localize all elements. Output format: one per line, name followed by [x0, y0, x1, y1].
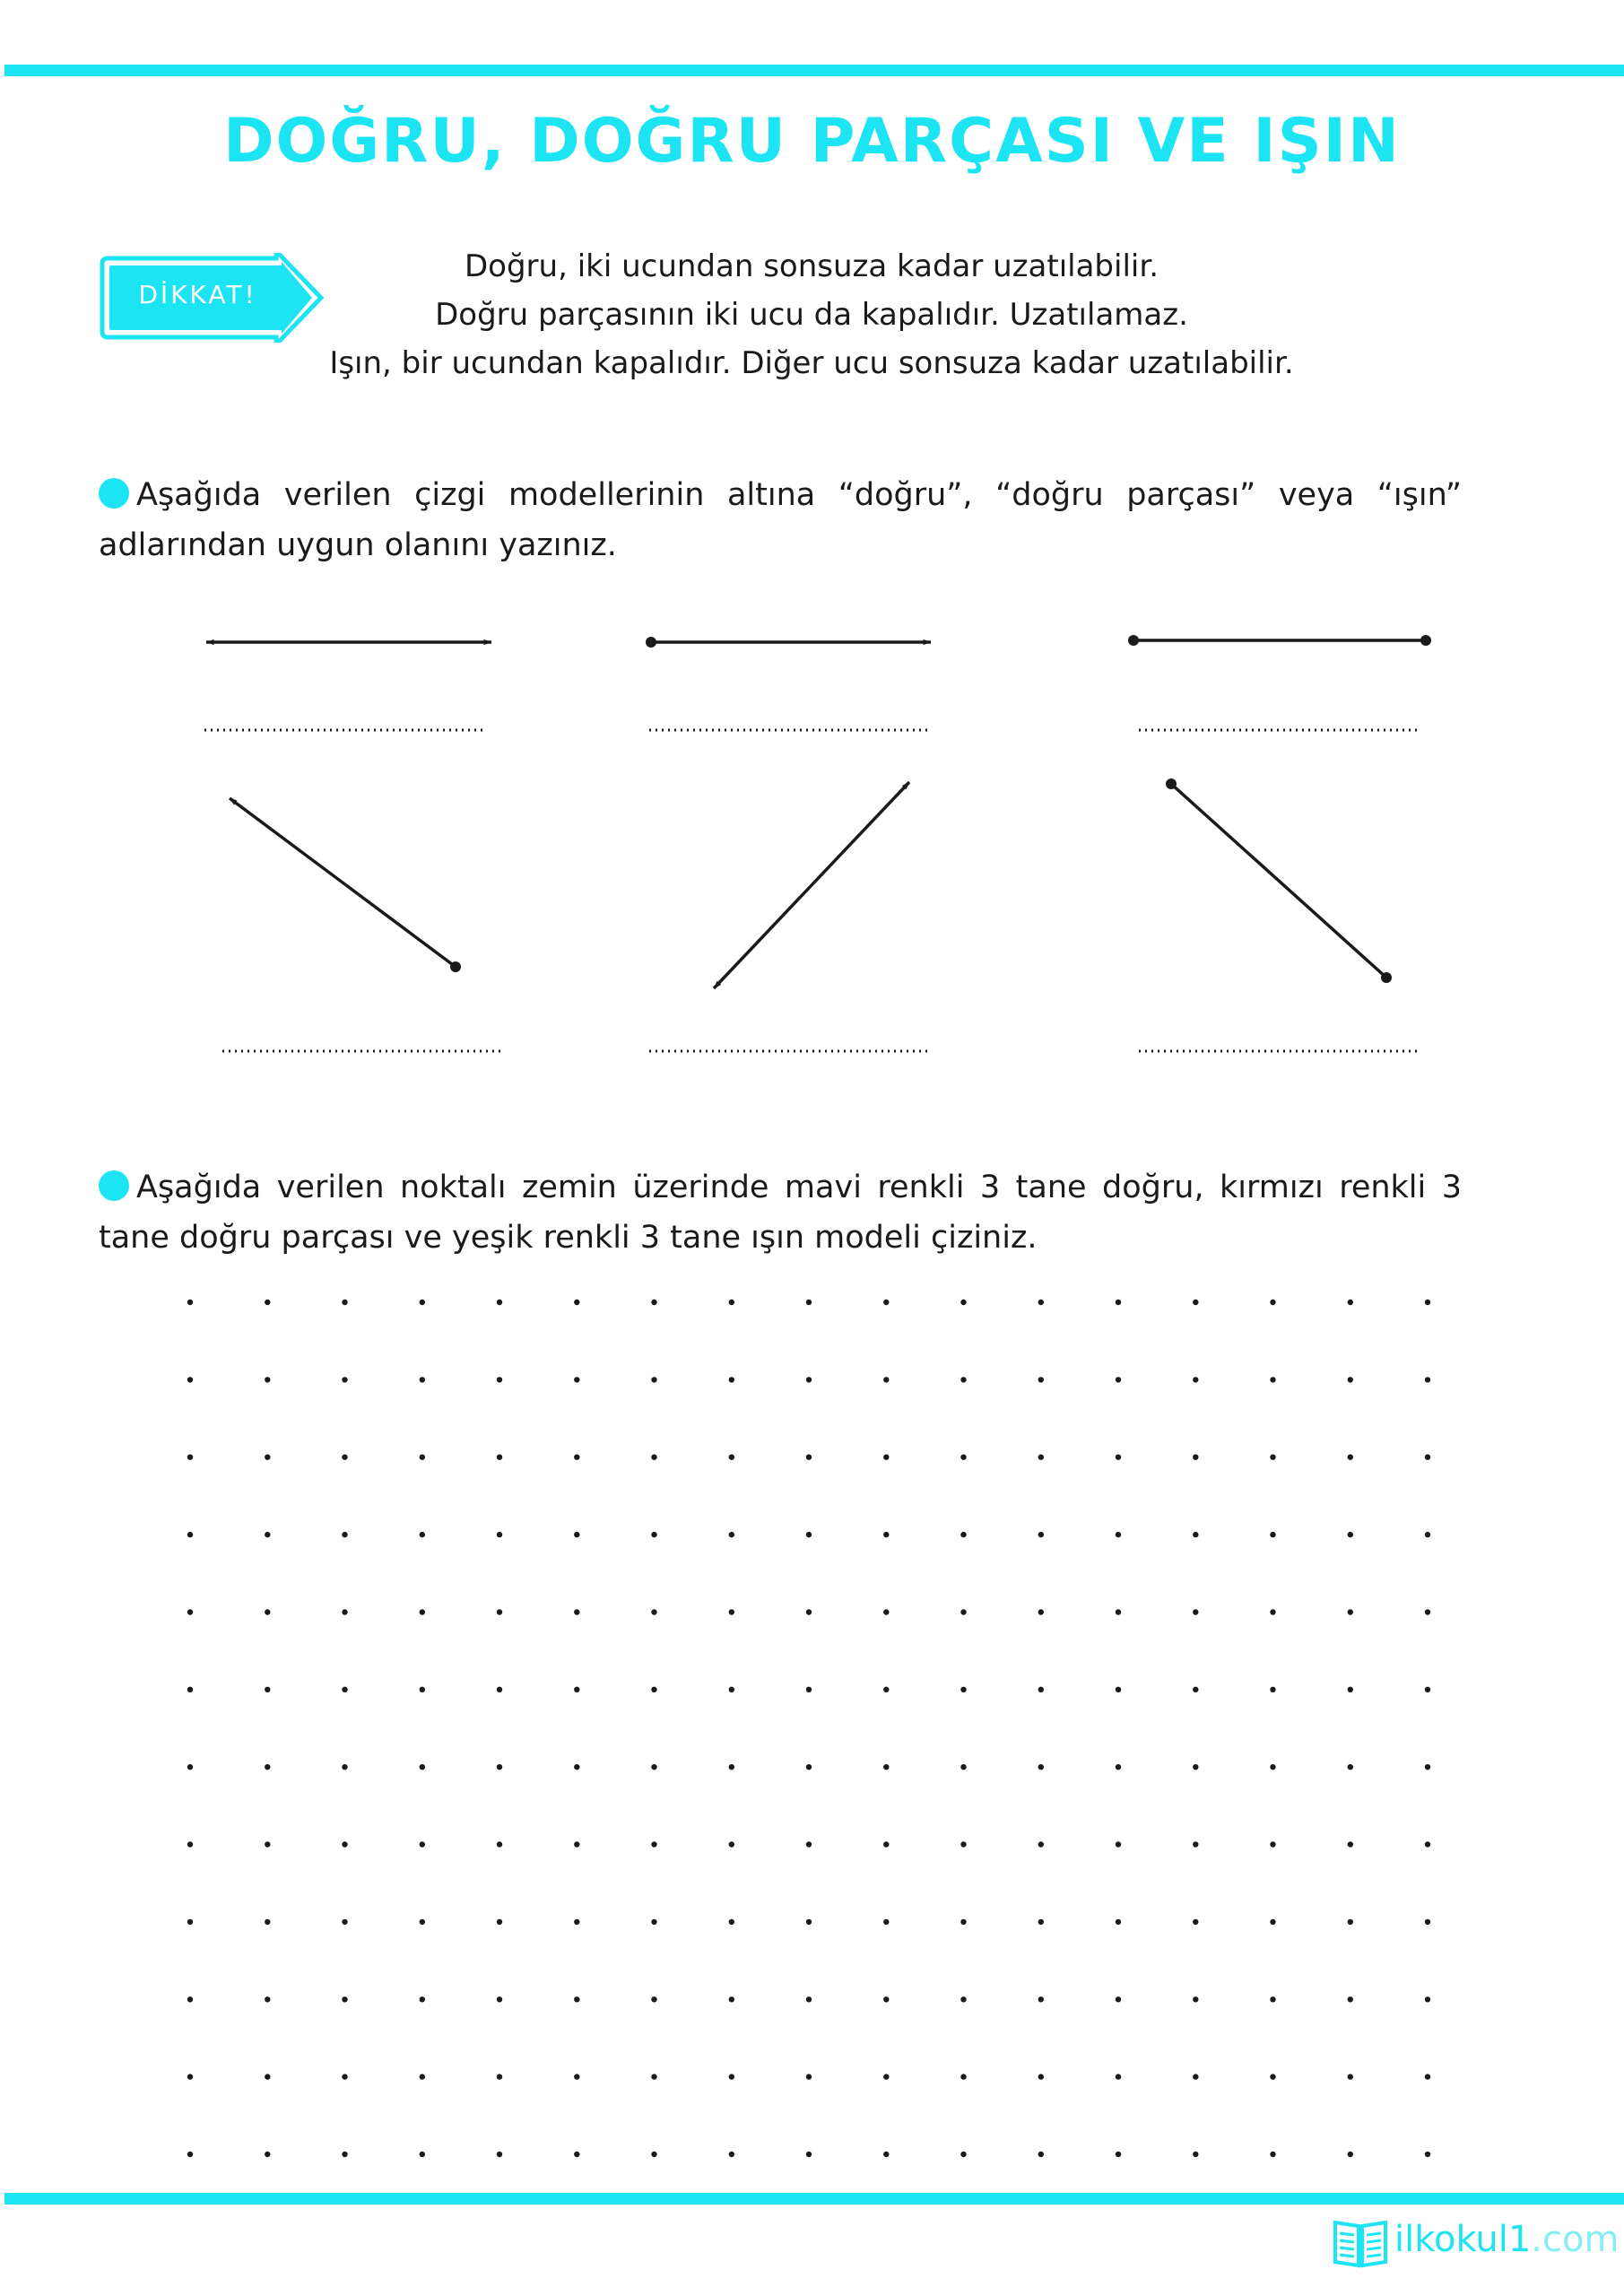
grid-dot[interactable] — [1038, 1919, 1044, 1925]
grid-dot[interactable] — [1116, 1300, 1121, 1305]
grid-dot[interactable] — [1116, 2152, 1121, 2157]
model-line-5 — [714, 782, 909, 988]
grid-dot[interactable] — [497, 1532, 502, 1537]
grid-dot[interactable] — [1116, 1609, 1121, 1614]
grid-dot[interactable] — [574, 1455, 579, 1460]
grid-dot[interactable] — [265, 1377, 270, 1382]
grid-dot[interactable] — [1270, 1300, 1275, 1305]
grid-dot[interactable] — [1193, 2152, 1198, 2157]
grid-dot[interactable] — [1425, 2074, 1430, 2079]
grid-dot[interactable] — [1116, 2074, 1121, 2079]
grid-dot[interactable] — [960, 1377, 966, 1382]
grid-dot[interactable] — [1270, 1996, 1275, 2002]
grid-dot[interactable] — [1425, 1841, 1430, 1847]
grid-dot[interactable] — [342, 1377, 347, 1382]
grid-dot[interactable] — [883, 1455, 889, 1460]
grid-dot[interactable] — [342, 1300, 347, 1305]
grid-dot[interactable] — [1270, 1841, 1275, 1847]
grid-dot[interactable] — [1270, 1455, 1275, 1460]
dot-grid[interactable] — [187, 1300, 1430, 2157]
grid-dot[interactable] — [187, 1919, 193, 1925]
grid-dot[interactable] — [1348, 1300, 1353, 1305]
grid-dot[interactable] — [806, 2074, 812, 2079]
grid-dot[interactable] — [960, 2074, 966, 2079]
grid-dot[interactable] — [265, 1764, 270, 1770]
grid-dot[interactable] — [187, 1687, 193, 1692]
grid-dot[interactable] — [806, 2152, 812, 2157]
grid-dot[interactable] — [1038, 1687, 1044, 1692]
grid-dot[interactable] — [1270, 2074, 1275, 2079]
grid-dot[interactable] — [883, 1300, 889, 1305]
grid-dot[interactable] — [806, 1377, 812, 1382]
grid-dot[interactable] — [960, 1300, 966, 1305]
grid-dot[interactable] — [265, 1919, 270, 1925]
grid-dot[interactable] — [265, 2074, 270, 2079]
grid-dot[interactable] — [651, 1919, 656, 1925]
grid-dot[interactable] — [960, 1841, 966, 1847]
grid-dot[interactable] — [1193, 1377, 1198, 1382]
grid-dot[interactable] — [729, 1377, 734, 1382]
grid-dot[interactable] — [960, 1687, 966, 1692]
grid-dot[interactable] — [1348, 1532, 1353, 1537]
grid-dot[interactable] — [1425, 1764, 1430, 1770]
grid-dot[interactable] — [1038, 1300, 1044, 1305]
grid-dot[interactable] — [1425, 1687, 1430, 1692]
grid-dot[interactable] — [420, 1300, 425, 1305]
grid-dot[interactable] — [187, 1377, 193, 1382]
grid-dot[interactable] — [806, 1300, 812, 1305]
grid-dot[interactable] — [1348, 2074, 1353, 2079]
grid-dot[interactable] — [1348, 2152, 1353, 2157]
grid-dot[interactable] — [1116, 1532, 1121, 1537]
grid-dot[interactable] — [1193, 1996, 1198, 2002]
bullet-icon — [99, 1170, 129, 1201]
grid-dot[interactable] — [265, 1532, 270, 1537]
notice-line: Doğru, iki ucundan sonsuza kadar uzatılabilir. — [464, 248, 1159, 284]
model-line-4 — [230, 798, 456, 967]
grid-dot[interactable] — [342, 1764, 347, 1770]
book-icon — [1332, 2213, 1389, 2271]
grid-dot[interactable] — [960, 1532, 966, 1537]
grid-dot[interactable] — [806, 1841, 812, 1847]
logo-name: ilkokul1 — [1394, 2219, 1532, 2260]
grid-dot[interactable] — [1038, 1455, 1044, 1460]
grid-dot[interactable] — [883, 1609, 889, 1614]
grid-dot[interactable] — [187, 1300, 193, 1305]
exercise2-instruction — [99, 1162, 1462, 1263]
grid-dot[interactable] — [1116, 1687, 1121, 1692]
grid-dot[interactable] — [1348, 1919, 1353, 1925]
grid-dot[interactable] — [651, 1455, 656, 1460]
grid-dot[interactable] — [1270, 1377, 1275, 1382]
grid-dot[interactable] — [651, 1609, 656, 1614]
grid-dot[interactable] — [497, 2152, 502, 2157]
grid-dot[interactable] — [574, 1532, 579, 1537]
grid-dot[interactable] — [574, 1300, 579, 1305]
grid-dot[interactable] — [342, 1996, 347, 2002]
grid-dot[interactable] — [420, 1919, 425, 1925]
grid-dot[interactable] — [187, 1764, 193, 1770]
exercise2-instruction-text: Aşağıda verilen noktalı zemin üzerinde mavi renkli 3 tane doğru, kırmızı renkli 3 tane doğru parçası ve yeşik renkli 3 tane ışın modeli çiziniz. — [99, 1170, 1462, 1256]
grid-dot[interactable] — [1425, 1455, 1430, 1460]
grid-dot[interactable] — [497, 1919, 502, 1925]
grid-dot[interactable] — [960, 1609, 966, 1614]
grid-dot[interactable] — [1270, 1919, 1275, 1925]
grid-dot[interactable] — [883, 1996, 889, 2002]
grid-dot[interactable] — [1425, 1919, 1430, 1925]
notice-line: Doğru parçasının iki ucu da kapalıdır. Uzatılamaz. — [435, 297, 1188, 333]
grid-dot[interactable] — [806, 1532, 812, 1537]
grid-dot[interactable] — [1348, 1687, 1353, 1692]
logo-text — [1394, 2219, 1619, 2260]
grid-dot[interactable] — [1116, 1764, 1121, 1770]
grid-dot[interactable] — [806, 1687, 812, 1692]
grid-dot[interactable] — [1193, 1687, 1198, 1692]
grid-dot[interactable] — [420, 1996, 425, 2002]
grid-dot[interactable] — [1038, 1377, 1044, 1382]
model-endpoint — [450, 961, 461, 972]
grid-dot[interactable] — [729, 1996, 734, 2002]
grid-dot[interactable] — [187, 1455, 193, 1460]
grid-dot[interactable] — [265, 1687, 270, 1692]
grid-dot[interactable] — [187, 1609, 193, 1614]
grid-dot[interactable] — [1348, 1455, 1353, 1460]
grid-dot[interactable] — [420, 1532, 425, 1537]
grid-dot[interactable] — [651, 1764, 656, 1770]
grid-dot[interactable] — [1038, 1841, 1044, 1847]
grid-dot[interactable] — [883, 1764, 889, 1770]
grid-dot[interactable] — [1193, 1455, 1198, 1460]
grid-dot[interactable] — [960, 2152, 966, 2157]
grid-dot[interactable] — [420, 1455, 425, 1460]
grid-dot[interactable] — [187, 2074, 193, 2079]
grid-dot[interactable] — [1425, 1996, 1430, 2002]
notice-line: Işın, bir ucundan kapalıdır. Diğer ucu sonsuza kadar uzatılabilir. — [329, 345, 1294, 381]
grid-dot[interactable] — [651, 1532, 656, 1537]
grid-dot[interactable] — [1116, 1377, 1121, 1382]
grid-dot[interactable] — [574, 2074, 579, 2079]
grid-dot[interactable] — [1425, 1532, 1430, 1537]
grid-dot[interactable] — [883, 1919, 889, 1925]
grid-dot[interactable] — [497, 1377, 502, 1382]
grid-dot[interactable] — [1425, 2152, 1430, 2157]
grid-dot[interactable] — [342, 1609, 347, 1614]
grid-dot[interactable] — [342, 2074, 347, 2079]
grid-dot[interactable] — [265, 1841, 270, 1847]
grid-dot[interactable] — [1193, 2074, 1198, 2079]
model-endpoint — [646, 637, 656, 648]
grid-dot[interactable] — [729, 1841, 734, 1847]
model-endpoint — [1381, 972, 1392, 983]
grid-dot[interactable] — [574, 1609, 579, 1614]
grid-dot[interactable] — [806, 1764, 812, 1770]
grid-dot[interactable] — [883, 1532, 889, 1537]
grid-dot[interactable] — [574, 1919, 579, 1925]
grid-dot[interactable] — [883, 2152, 889, 2157]
grid-dot[interactable] — [729, 1455, 734, 1460]
grid-dot[interactable] — [420, 1841, 425, 1847]
grid-dot[interactable] — [497, 1764, 502, 1770]
grid-dot[interactable] — [883, 1377, 889, 1382]
grid-dot[interactable] — [265, 1300, 270, 1305]
grid-dot[interactable] — [574, 2152, 579, 2157]
grid-dot[interactable] — [1193, 1919, 1198, 1925]
grid-dot[interactable] — [1038, 1532, 1044, 1537]
grid-dot[interactable] — [342, 1455, 347, 1460]
grid-dot[interactable] — [574, 1841, 579, 1847]
grid-dot[interactable] — [265, 1455, 270, 1460]
grid-dot[interactable] — [497, 1996, 502, 2002]
grid-dot[interactable] — [1270, 1532, 1275, 1537]
logo-suffix: .com — [1531, 2219, 1620, 2260]
grid-dot[interactable] — [342, 1841, 347, 1847]
grid-dot[interactable] — [342, 1919, 347, 1925]
grid-dot[interactable] — [342, 1532, 347, 1537]
grid-dot[interactable] — [497, 1841, 502, 1847]
grid-dot[interactable] — [806, 1455, 812, 1460]
grid-dot[interactable] — [1425, 1609, 1430, 1614]
grid-dot[interactable] — [187, 1532, 193, 1537]
grid-dot[interactable] — [497, 1687, 502, 1692]
grid-dot[interactable] — [1270, 1687, 1275, 1692]
grid-dot[interactable] — [729, 1609, 734, 1614]
grid-dot[interactable] — [1038, 2074, 1044, 2079]
grid-dot[interactable] — [342, 2152, 347, 2157]
grid-dot[interactable] — [497, 1609, 502, 1614]
grid-dot[interactable] — [574, 1377, 579, 1382]
grid-dot[interactable] — [1270, 1609, 1275, 1614]
grid-dot[interactable] — [187, 2152, 193, 2157]
grid-dot[interactable] — [1348, 1996, 1353, 2002]
grid-dot[interactable] — [651, 1300, 656, 1305]
grid-dot[interactable] — [1038, 1996, 1044, 2002]
grid-dot[interactable] — [729, 1300, 734, 1305]
grid-dot[interactable] — [651, 1687, 656, 1692]
grid-dot[interactable] — [806, 1919, 812, 1925]
exercise1-instruction-text: Aşağıda verilen çizgi modellerinin altına “doğru”, “doğru parçası” veya “ışın” adlarından uygun olanını yazınız. — [99, 477, 1462, 563]
model-endpoint — [1420, 635, 1431, 646]
grid-dot[interactable] — [420, 2152, 425, 2157]
footer-logo — [1332, 2210, 1620, 2273]
grid-dot[interactable] — [729, 1919, 734, 1925]
notice-badge-label: DİKKAT! — [138, 280, 257, 309]
grid-dot[interactable] — [497, 1300, 502, 1305]
grid-dot[interactable] — [1193, 1532, 1198, 1537]
grid-dot[interactable] — [187, 1841, 193, 1847]
grid-dot[interactable] — [1038, 1609, 1044, 1614]
grid-dot[interactable] — [1038, 1764, 1044, 1770]
model-line-6 — [1171, 784, 1386, 978]
model-endpoint — [1166, 778, 1177, 789]
page-title: DOĞRU, DOĞRU PARÇASI VE IŞIN — [223, 106, 1401, 177]
grid-dot[interactable] — [1270, 1764, 1275, 1770]
grid-dot[interactable] — [651, 2152, 656, 2157]
grid-dot[interactable] — [574, 1687, 579, 1692]
grid-dot[interactable] — [960, 1919, 966, 1925]
grid-dot[interactable] — [806, 1609, 812, 1614]
grid-dot[interactable] — [420, 1377, 425, 1382]
grid-dot[interactable] — [1193, 1300, 1198, 1305]
grid-dot[interactable] — [420, 1764, 425, 1770]
grid-dot[interactable] — [265, 1996, 270, 2002]
grid-dot[interactable] — [1193, 1764, 1198, 1770]
grid-dot[interactable] — [729, 2152, 734, 2157]
grid-dot[interactable] — [265, 1609, 270, 1614]
grid-dot[interactable] — [1348, 1841, 1353, 1847]
grid-dot[interactable] — [265, 2152, 270, 2157]
grid-dot[interactable] — [806, 1996, 812, 2002]
grid-dot[interactable] — [651, 1841, 656, 1847]
grid-dot[interactable] — [420, 1609, 425, 1614]
grid-dot[interactable] — [960, 1996, 966, 2002]
grid-dot[interactable] — [883, 1841, 889, 1847]
grid-dot[interactable] — [729, 2074, 734, 2079]
grid-dot[interactable] — [883, 1687, 889, 1692]
grid-dot[interactable] — [574, 1764, 579, 1770]
grid-dot[interactable] — [729, 1687, 734, 1692]
grid-dot[interactable] — [1038, 2152, 1044, 2157]
grid-dot[interactable] — [1116, 1996, 1121, 2002]
grid-dot[interactable] — [1348, 1377, 1353, 1382]
grid-dot[interactable] — [1116, 1455, 1121, 1460]
grid-dot[interactable] — [1116, 1919, 1121, 1925]
grid-dot[interactable] — [420, 1687, 425, 1692]
grid-dot[interactable] — [1270, 2152, 1275, 2157]
grid-dot[interactable] — [187, 1996, 193, 2002]
grid-dot[interactable] — [1193, 1841, 1198, 1847]
grid-dot[interactable] — [1425, 1300, 1430, 1305]
grid-dot[interactable] — [420, 2074, 425, 2079]
grid-dot[interactable] — [574, 1996, 579, 2002]
grid-dot[interactable] — [960, 1455, 966, 1460]
bottom-divider — [4, 2193, 1624, 2205]
grid-dot[interactable] — [1348, 1609, 1353, 1614]
grid-dot[interactable] — [342, 1687, 347, 1692]
grid-dot[interactable] — [651, 2074, 656, 2079]
grid-dot[interactable] — [497, 1455, 502, 1460]
grid-dot[interactable] — [651, 1377, 656, 1382]
grid-dot[interactable] — [1348, 1764, 1353, 1770]
grid-dot[interactable] — [960, 1764, 966, 1770]
grid-dot[interactable] — [1116, 1841, 1121, 1847]
grid-dot[interactable] — [497, 2074, 502, 2079]
grid-dot[interactable] — [1193, 1609, 1198, 1614]
grid-dot[interactable] — [1425, 1377, 1430, 1382]
grid-dot[interactable] — [651, 1996, 656, 2002]
model-endpoint — [1128, 635, 1139, 646]
grid-dot[interactable] — [729, 1764, 734, 1770]
grid-dot[interactable] — [883, 2074, 889, 2079]
grid-dot[interactable] — [729, 1532, 734, 1537]
